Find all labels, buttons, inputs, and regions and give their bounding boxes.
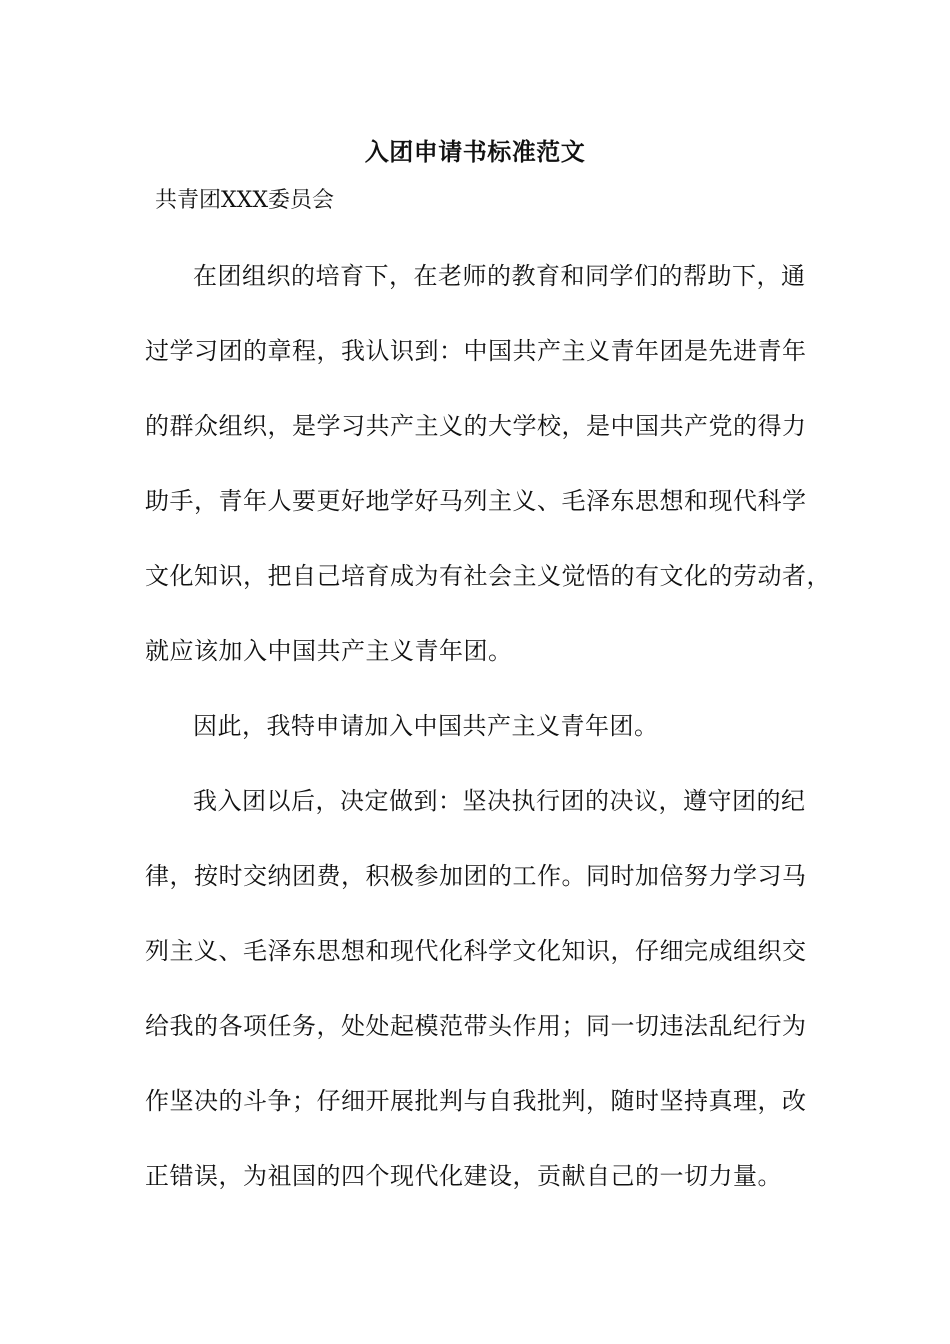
body-line: 过学习团的章程，我认识到：中国共产主义青年团是先进青年: [145, 337, 807, 365]
body-line: 因此，我特申请加入中国共产主义青年团。: [193, 712, 659, 740]
body-line: 文化知识，把自己培育成为有社会主义觉悟的有文化的劳动者，: [145, 562, 831, 590]
body-line: 给我的各项任务，处处起模范带头作用；同一切违法乱纪行为: [145, 1012, 807, 1040]
body-line: 律，按时交纳团费，积极参加团的工作。同时加倍努力学习马: [145, 862, 807, 890]
body-line: 列主义、毛泽东思想和现代化科学文化知识，仔细完成组织交: [145, 937, 807, 965]
body-line: 就应该加入中国共产主义青年团。: [145, 637, 513, 665]
salutation: 共青团XXX委员会: [155, 188, 334, 213]
body-line: 作坚决的斗争；仔细开展批判与自我批判，随时坚持真理，改: [145, 1087, 807, 1115]
body-line: 正错误，为祖国的四个现代化建设，贡献自己的一切力量。: [145, 1162, 782, 1190]
body-line: 的群众组织，是学习共产主义的大学校，是中国共产党的得力: [145, 412, 807, 440]
body-line: 助手，青年人要更好地学好马列主义、毛泽东思想和现代科学: [145, 487, 807, 515]
body-line: 我入团以后，决定做到：坚决执行团的决议，遵守团的纪: [193, 787, 806, 815]
document-title: 入团申请书标准范文: [364, 137, 586, 166]
body-line: 在团组织的培育下，在老师的教育和同学们的帮助下，通: [193, 262, 806, 290]
